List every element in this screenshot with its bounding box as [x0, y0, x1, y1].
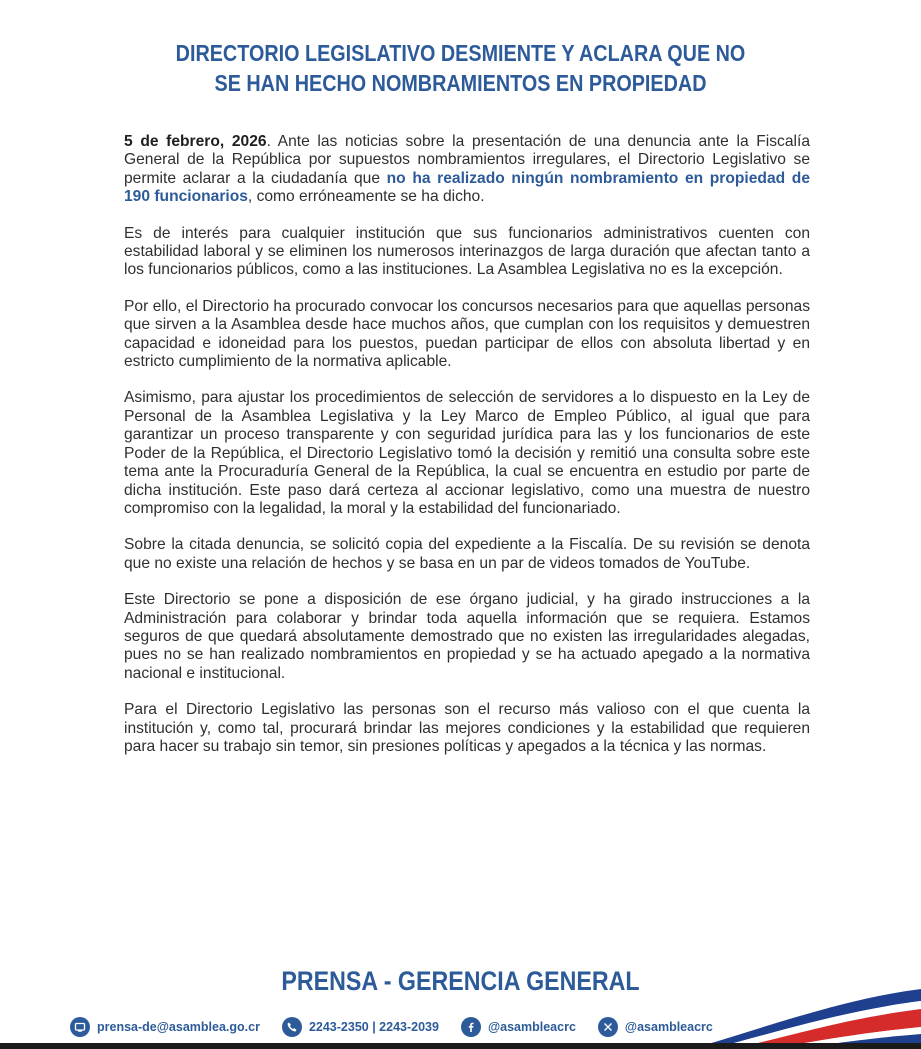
contact-email[interactable] — [70, 1017, 260, 1037]
contact-phone[interactable] — [282, 1017, 439, 1037]
headline-line-1: DIRECTORIO LEGISLATIVO DESMIENTE Y ACLARA QUE NO — [175, 40, 746, 66]
contact-facebook[interactable] — [461, 1017, 576, 1037]
headline — [116, 38, 805, 98]
paragraph-1-text-b: , como erróneamente se ha dicho. — [247, 188, 485, 206]
paragraph-1 — [124, 133, 810, 207]
paragraph-3: Por ello, el Directorio ha procurado convocar los concursos necesarios para que aquellas personas que sirven a la Asamblea desde hace muchos años, que cumplan con los requisitos y demuestren capacidad e idoneidad para los puestos, puedan participar de ellos con absoluta libertad y en estricto cumplimiento de la normativa aplicable. — [124, 297, 810, 371]
phone-text[interactable]: 2243-2350 | 2243-2039 — [308, 1020, 439, 1034]
paragraph-1-text-a: . Ante las noticias sobre la presentación de una denuncia ante la Fiscalía General de la República por supuestos nombramientos irregulares, el Directorio Legislativo se permite aclarar a la ciudadanía que — [124, 133, 810, 187]
contact-bar — [70, 1016, 713, 1038]
paragraph-2: Es de interés para cualquier institución que sus funcionarios administrativos cuenten con estabilidad laboral y se eliminen los numerosos interinazgos de larga duración que afectan tanto a los funcionarios públicos, como a las instituciones. La Asamblea Legislativa no es la excepción. — [124, 224, 810, 279]
facebook-handle[interactable]: @asambleacrc — [487, 1020, 576, 1034]
footer-title: PRENSA - GERENCIA GENERAL — [281, 966, 640, 996]
flag-ribbon-graphic — [691, 979, 921, 1049]
email-text[interactable]: prensa-de@asamblea.go.cr — [97, 1020, 260, 1034]
bottom-edge-bar — [0, 1043, 921, 1049]
phone-icon — [282, 1017, 302, 1037]
paragraph-4: Asimismo, para ajustar los procedimientos de selección de servidores a lo dispuesto en la Ley de Personal de la Asamblea Legislativa y la Ley Marco de Empleo Público, al igual que para garantizar un proceso transparente y con seguridad jurídica para las y los funcionarios de este Poder de la República, el Directorio Legislativo tomó la decisión y remitió una consulta sobre este tema ante la Procuraduría General de la República, la cual se encuentra en estudio por parte de dicha institución. Este paso dará certeza al accionar legislativo, como una muestra de nuestro compromiso con la legalidad, la moral y la estabilidad del funcionariado. — [124, 389, 810, 517]
release-date: 5 de febrero, 2026 — [124, 133, 267, 150]
paragraph-7: Para el Directorio Legislativo las personas son el recurso más valioso con el que cuenta la institución y, como tal, procurará brindar las mejores condiciones y la estabilidad que requieren para hacer su trabajo sin temor, sin presiones políticas y apegados a la técnica y las normas. — [124, 701, 810, 755]
facebook-icon — [461, 1017, 481, 1037]
paragraph-1-highlight: no ha realizado ningún nombramiento en propiedad de 190 funcionarios — [124, 169, 810, 206]
paragraph-5: Sobre la citada denuncia, se solicitó copia del expediente a la Fiscalía. De su revisión se denota que no existe una relación de hechos y se basa en un par de videos tomados de YouTube. — [124, 536, 810, 572]
x-handle[interactable]: @asambleacrc — [624, 1020, 713, 1034]
x-icon — [598, 1017, 618, 1037]
email-icon — [70, 1017, 90, 1037]
headline-line-2: SE HAN HECHO NOMBRAMIENTOS EN PROPIEDAD — [214, 70, 707, 96]
article-body — [124, 133, 810, 774]
paragraph-6: Este Directorio se pone a disposición de ese órgano judicial, y ha girado instrucciones a la Administración para colaborar y brindar toda aquella información que se requiera. Estamos seguros de que quedará absolutamente demostrado que no existen las irregularidades alegadas, pues no se han realizado nombramientos en propiedad y se ha actuado apegado a la normativa nacional e institucional. — [124, 591, 810, 682]
